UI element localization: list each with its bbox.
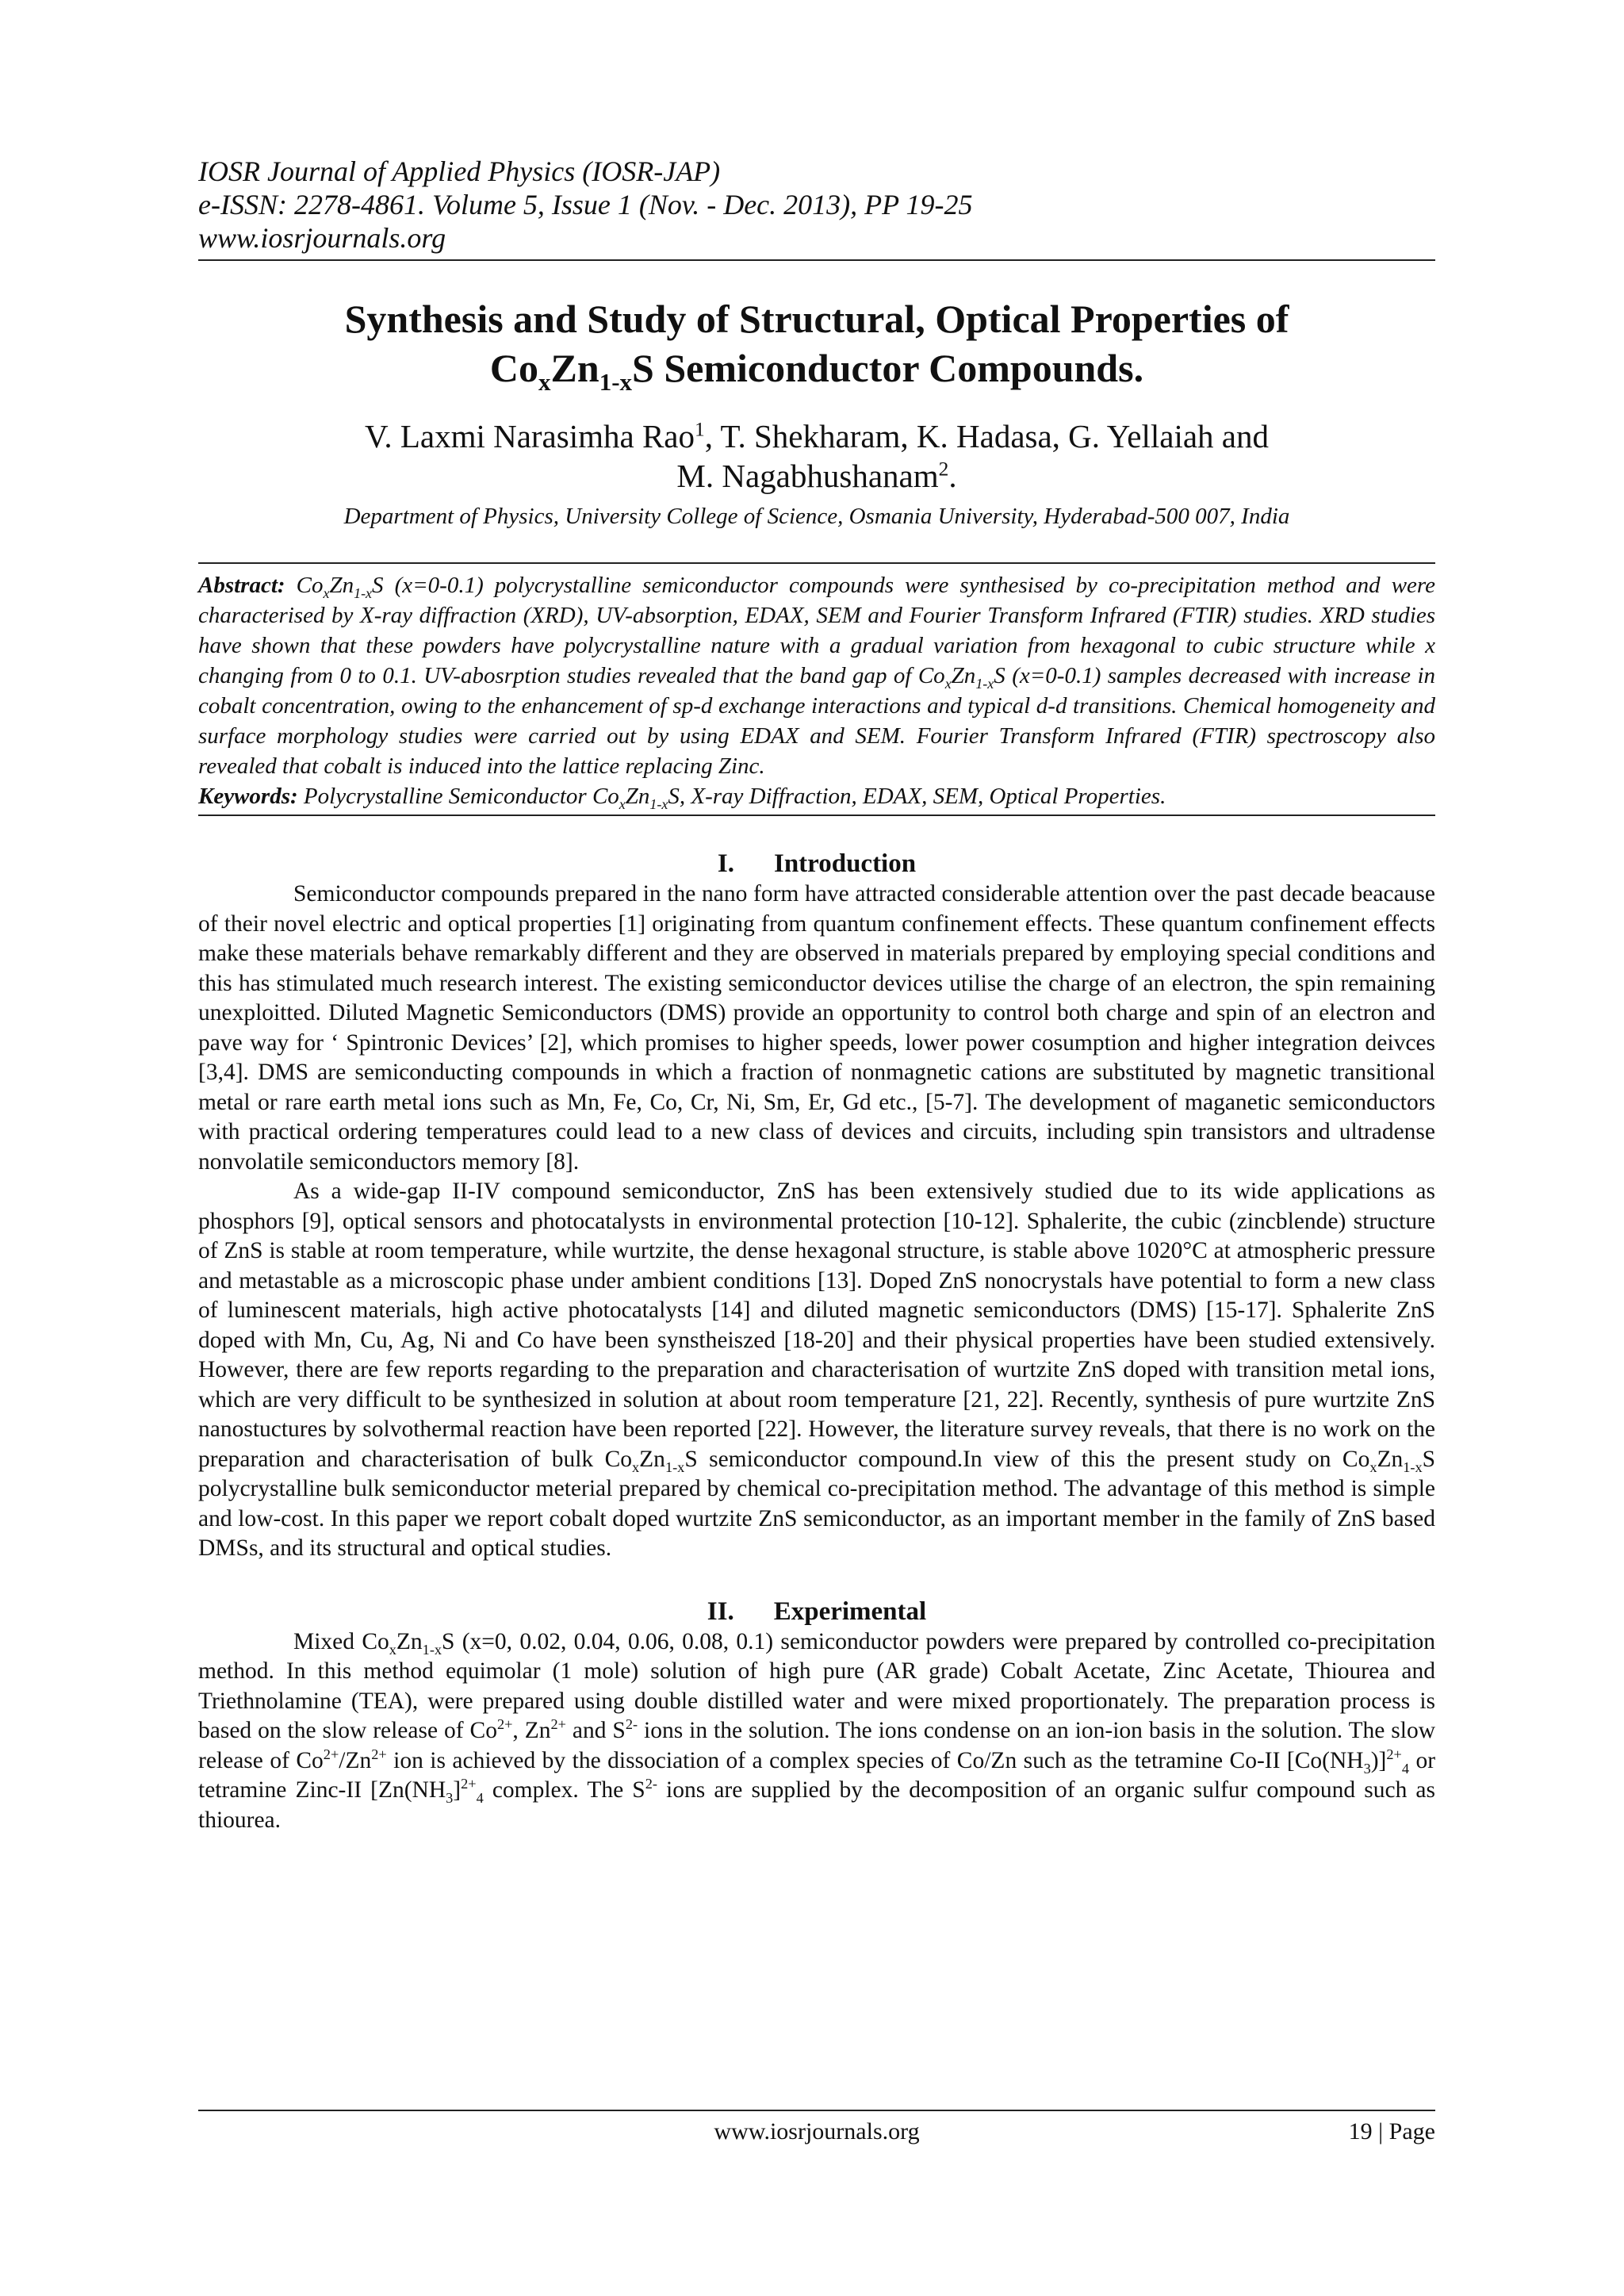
author-list	[198, 416, 1435, 496]
abstract-formula-2: $Co_xZn_{1-x}S$	[917, 663, 1005, 692]
abstract-formula-1: $Co_xZn_{1-x}S$	[296, 573, 384, 601]
keywords-label: Keywords:	[198, 784, 298, 809]
intro-paragraph-2: As a wide-gap II-IV compound semiconductor, ZnS has been extensively studied due to its wide applications as phosphors [9], optical sensors and photocatalysts in environmental protection [10-12]. Sphalerite, the cubic (zincblende) structure of ZnS is stable at room temperature, while wurtzite, the dense hexagonal structure, is stable above 1020°C at atmospheric pressure and metastable as a microscopic phase under ambient conditions [13]. Doped ZnS nonocrystals have potential to form a new class of luminescent materials, high active photocatalysts [14] and diluted magnetic semiconductors (DMS) [15-17]. Sphalerite ZnS doped with Mn, Cu, Ag, Ni and Co have been synstheiszed [18-20] and their physical properties have been studied extensively. However, there are few reports regarding to the preparation and characterisation of wurtzite ZnS doped with transition metal ions, which are very difficult to be synthesized in solution at about room temperature [21, 22]. Recently, synthesis of pure wurtzite ZnS nanostuctures by solvothermal reaction have been reported [22]. However, the literature survey reveals, that there is no work on the preparation and characterisation of bulk $Co_xZn_{1-x}S$ semiconductor compound.In view of this the present study on $Co_xZn_{1-x}S$ polycrystalline bulk semiconductor meterial prepared by chemical co-precipitation method. The advantage of this method is simple and low-cost. In this paper we report cobalt doped wurtzite ZnS semiconductor, as an important member in the family of ZnS based DMSs, and its structural and optical studies.	[198, 1179, 1436, 1561]
abstract-text-1: (x=0-0.1) polycrystalline semiconductor compounds were synthesised by co-precipitation method and were characterised by X-ray diffraction (XRD), UV-absorption, EDAX, SEM and Fourier Transform Infrared (FTIR) studies. XRD studies have shown that these powders have polycrystalline nature with a gradual variation from hexagonal to cubic structure while x changing from 0 to 0.1. UV-abosrption studies revealed that the band gap of	[198, 573, 1436, 688]
title-line-1: Synthesis and Study of Structural, Optical Properties of	[344, 297, 1289, 341]
experimental-paragraph: Mixed $Co_xZn_{1-x}S$ (x=0, 0.02, 0.04, 0.06, 0.08, 0.1) semiconductor powders were prepared by controlled co-precipitation method. In this method equimolar (1 mole) solution of high pure (AR grade) Cobalt Acetate, Zinc Acetate, Thiourea and Triethnolamine (TEA), were prepared using double distilled water and were mixed proportionately. The preparation process is based on the slow release of $Co^{2+}$, $Zn^{2+}$ and $S^{2-}$ ions in the solution. The ions condense on an ion-ion basis in the solution. The slow release of $Co^{2+}/Zn^{2+}$ ion is achieved by the dissociation of a complex species of Co/Zn such as the tetramine Co-II $[Co(NH_3)]^{2+}_4$ or tetramine Zinc-II [$Zn(NH_3]^{2+}_4$ complex. The $S^{2-}$ ions are supplied by the decomposition of an organic sulfur compound such as thiourea.	[198, 1628, 1436, 1833]
journal-issn: e-ISSN: 2278-4861. Volume 5, Issue 1 (Nov. - Dec. 2013), PP 19-25	[198, 189, 973, 220]
page-number: 19 | Page	[1348, 2118, 1435, 2145]
abstract-label: Abstract:	[198, 573, 285, 598]
abstract	[198, 570, 1435, 781]
journal-name: IOSR Journal of Applied Physics (IOSR-JAP)	[198, 155, 721, 187]
abstract-text-2: (x=0-0.1) samples decreased with increase in cobalt concentration, owing to the enhancement of sp-d exchange interactions and typical d-d transitions. Chemical homogeneity and surface morphology studies were carried out by using EDAX and SEM. Fourier Transform Infrared (FTIR) spectroscopy also revealed that cobalt is induced into the lattice replacing Zinc.	[198, 663, 1436, 779]
journal-header	[198, 155, 1435, 255]
intro-paragraph-1: Semiconductor compounds prepared in the nano form have attracted considerable attention over the past decade beacause of their novel electric and optical properties [1] originating from quantum confinement effects. These quantum confinement effects make these materials behave remarkably different and they are observed in materials prepared by employing special conditions and this has stimulated much research interest. The existing semiconductor devices utilise the charge of an electron, the spin remaining unexploitted. Diluted Magnetic Semiconductors (DMS) provide an opportunity to control both charge and spin of an electron and pave way for ‘ Spintronic Devices’ [2], which promises to higher speeds, lower power cosumption and higher integration deivces [3,4]. DMS are semiconducting compounds in which a fraction of nonmagnetic cations are substituted by magnetic transitional metal or rare earth metal ions such as Mn, Fe, Co, Cr, Ni, Sm, Er, Gd etc., [5-7]. The development of maganetic semiconductors with practical ordering temperatures could lead to a new class of devices and circuits, including spin transistors and ultradense nonvolatile semiconductors memory [8].	[198, 881, 1435, 1175]
authors-line-1: V. Laxmi Narasimha Rao$^1$, T. Shekharam, K. Hadasa, G. Yellaiah and	[365, 418, 1269, 454]
abstract-bottom-rule	[198, 815, 1435, 816]
footer-website[interactable]: www.iosrjournals.org	[714, 2118, 920, 2145]
keywords: Keywords: Polycrystalline Semiconductor $Co_xZn_{1-x}S$, X-ray Diffraction, EDAX, SEM, Optical Properties.	[198, 784, 1166, 812]
footer-divider	[198, 2110, 1435, 2111]
title-line-2: $Co_xZn_{1-x}S$ Semiconductor Compounds.	[489, 346, 1144, 396]
section-heading-introduction: I. Introduction	[717, 849, 917, 878]
journal-website[interactable]: www.iosrjournals.org	[198, 222, 446, 254]
paper-page	[198, 155, 1435, 1835]
authors-line-2: M. Nagabhushanam$^2$.	[676, 458, 957, 494]
affiliation: Department of Physics, University College of Science, Osmania University, Hyderabad-500 007, India	[343, 504, 1290, 529]
keywords-formula: $Co_xZn_{1-x}$	[592, 784, 668, 812]
abstract-top-rule	[198, 562, 1435, 564]
paper-title	[198, 294, 1435, 396]
header-divider	[198, 259, 1435, 261]
section-heading-experimental: II. Experimental	[707, 1596, 927, 1626]
